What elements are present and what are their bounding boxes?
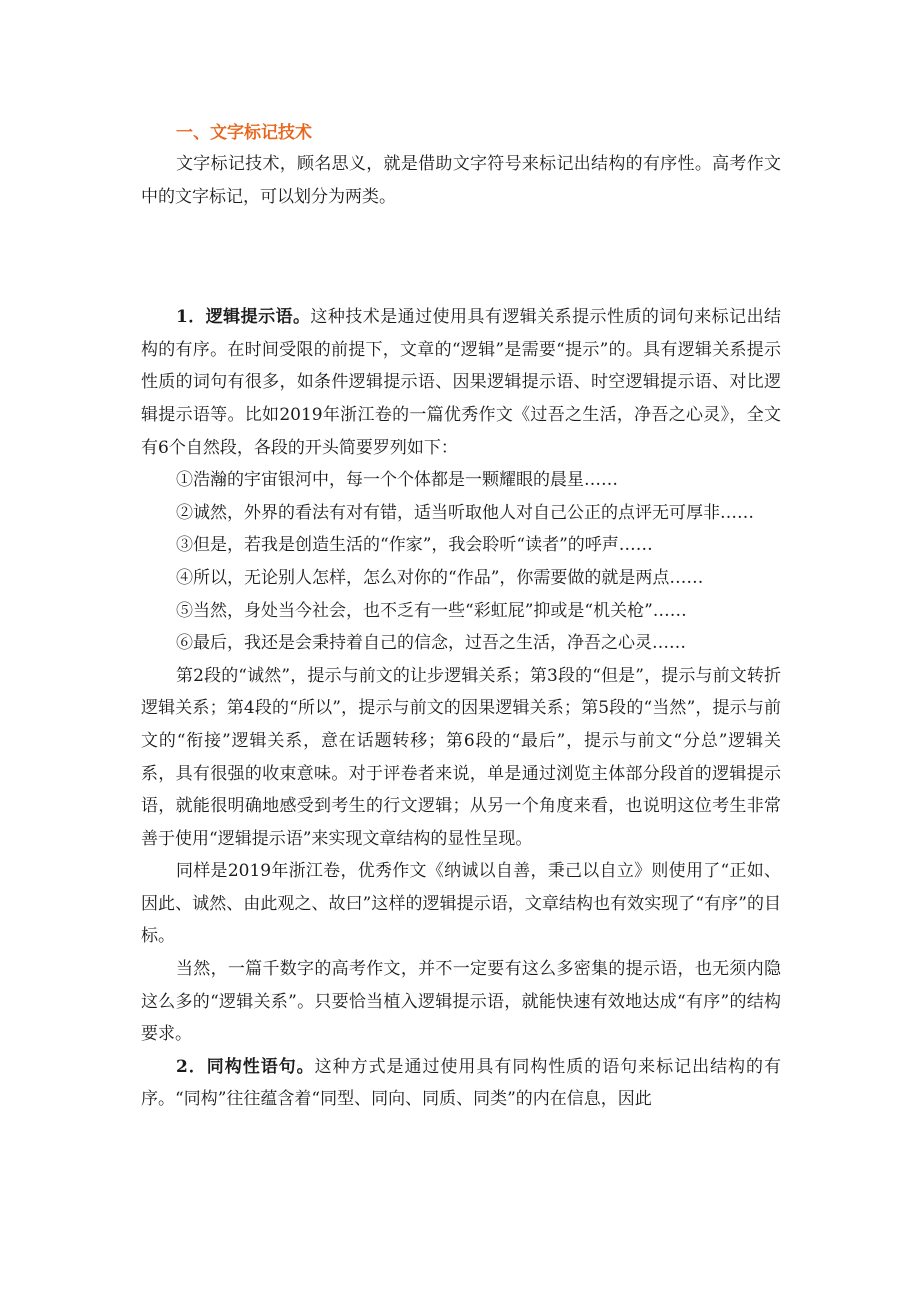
quote-1: ①浩瀚的宇宙银河中，每一个个体都是一颗耀眼的晨星…… [176,470,618,491]
item2-paragraph [141,1051,781,1116]
item1-paragraph [141,301,781,464]
example2-paragraph: 同样是2019年浙江卷，优秀作文《纳诚以自善，秉己以自立》则使用了“正如、因此、诚然、由此观之、故曰”这样的逻辑提示语，文章结构也有效实现了“有序”的目标。 [141,861,781,947]
blank-space [141,213,781,301]
quote-6: ⑥最后，我还是会秉持着自己的信念，过吾之生活，净吾之心灵…… [176,633,686,654]
item2-text: 这种方式是通过使用具有同构性质的语句来标记出结构的有序。“同构”往往蕴含着“同型、同向、同质、同类”的内在信息，因此 [141,1056,782,1110]
document-page [141,118,781,1116]
quote-4: ④所以，无论别人怎样，怎么对你的“作品”，你需要做的就是两点…… [176,567,704,588]
item2-number: 2． [176,1056,207,1077]
item1-text: 这种技术是通过使用具有逻辑关系提示性质的词句来标记出结构的有序。在时间受限的前提下，文章的“逻辑”是需要“提示”的。具有逻辑关系提示性质的词句有很多，如条件逻辑提示语、因果逻辑提示语、时空逻辑提示语、对比逻辑提示语等。比如2019年浙江卷的一篇优秀作文《过吾之生活，净吾之心灵》，全文有6个自然段，各段的开头简要罗列如下： [141,307,782,458]
item1-term: 逻辑提示语。 [205,307,311,328]
quote-2: ②诚然，外界的看法有对有错，适当听取他人对自己公正的点评无可厚非…… [176,502,754,523]
quote-5: ⑤当然，身处当今社会，也不乏有一些“彩虹屁”抑或是“机关枪”…… [176,600,687,621]
item2-term: 同构性语句。 [206,1056,315,1077]
quote-3: ③但是，若我是创造生活的“作家”，我会聆听“读者”的呼声…… [176,535,653,556]
analysis-paragraph: 第2段的“诚然”，提示与前文的让步逻辑关系；第3段的“但是”，提示与前文转折逻辑关系；第4段的“所以”，提示与前文的因果逻辑关系；第5段的“当然”，提示与前文的“衔接”逻辑关系，意在话题转移；第6段的“最后”，提示与前文“分总”逻辑关系，具有很强的收束意味。对于评卷者来说，单是通过浏览主体部分段首的逻辑提示语，就能很明确地感受到考生的行文逻辑；从另一个角度来看，也说明这位考生非常善于使用“逻辑提示语”来实现文章结构的显性呈现。 [141,665,781,849]
intro-paragraph: 文字标记技术，顾名思义，就是借助文字符号来标记出结构的有序性。高考作文中的文字标记，可以划分为两类。 [141,154,781,207]
section-heading: 一、文字标记技术 [176,123,312,143]
note-paragraph: 当然，一篇千数字的高考作文，并不一定要有这么多密集的提示语，也无须内隐这么多的“逻辑关系”。只要恰当植入逻辑提示语，就能快速有效地达成“有序”的结构要求。 [141,959,781,1045]
item1-number: 1． [176,307,206,328]
